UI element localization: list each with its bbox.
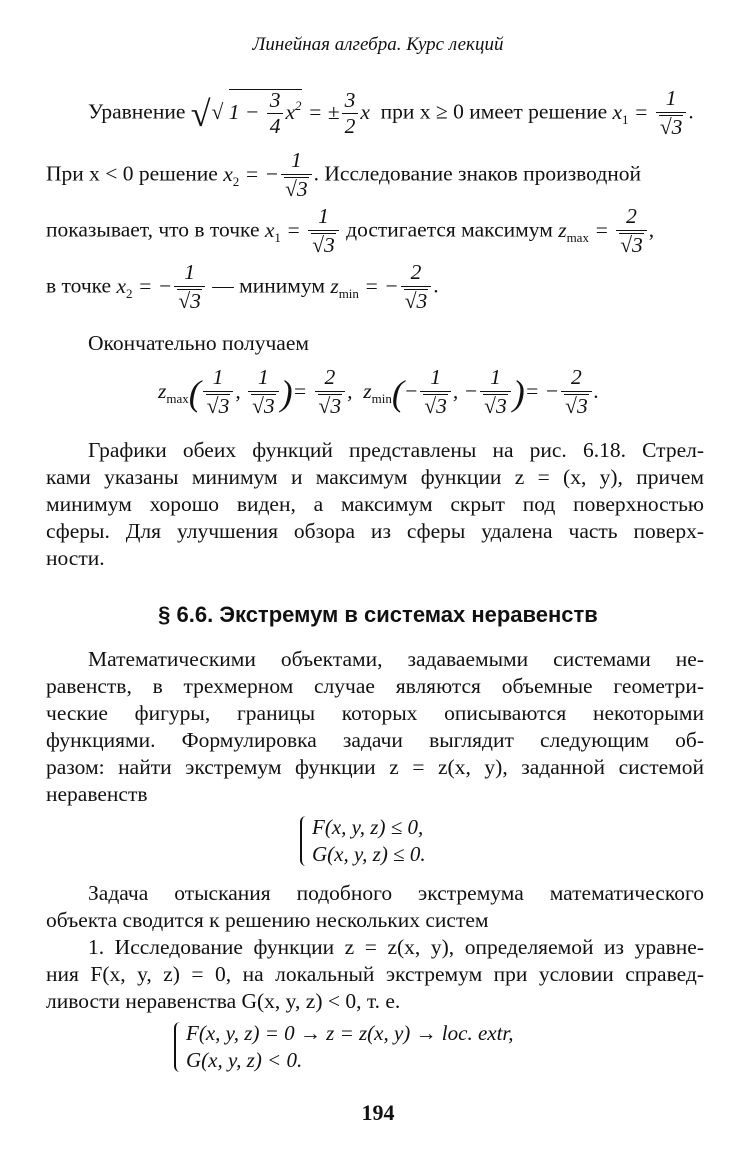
equation-line-3: показывает, что в точке $x_1$ = 1 √ 3 достигается максимум $z_{max}$ = 2 √ 3 , (46, 206, 704, 258)
equation-line-1: Уравнение √ √ 1 − $\frac{3}{4}$ $x^2$ = ± $\frac{3}{2}$ x при x ≥ 0 имеет решение $x_1$ = 1 √ 3 . (88, 88, 704, 140)
page-number: 194 (361, 1100, 395, 1125)
running-head: Линейная алгебра. Курс лекций (252, 34, 504, 55)
paragraph-2-line: разом: найти экстремум функции z = z(x, y), заданной системой (46, 755, 704, 779)
paragraph-2-line: Математическими объектами, задаваемыми системами не- (88, 647, 704, 671)
paragraph-1-line: сферы. Для улучшения обзора из сферы удалена часть поверх- (46, 519, 704, 543)
paragraph-1-line: минимум хорошо виден, а максимум скрыт под поверхностью (46, 492, 704, 516)
formula-sqrt-equation: √ √ 1 − $\frac{3}{4}$ $x^2$ = ± $\frac{3}{2}$ x (191, 100, 376, 124)
brace-icon (300, 816, 310, 866)
section-heading: § 6.6. Экстремум в системах неравенств (158, 602, 598, 627)
formula-x1: $x_1$ = 1 √ 3 (613, 100, 689, 124)
paragraph-4-line: ния F(x, y, z) = 0, на локальный экстремум при условии справед- (46, 962, 704, 986)
text-line-conclusion: Окончательно получаем (88, 331, 309, 355)
brace-icon (174, 1022, 184, 1072)
paragraph-1-line: Графики обеих функций представлены на рис. 6.18. Стрел- (88, 438, 704, 462)
formula-x2-point: $x_2$ = − 1 √ 3 (116, 274, 206, 298)
equation-line-2: При x < 0 решение $x_2$ = − 1 √ 3 . Исследование знаков производной (46, 150, 704, 202)
formula-x1-point: $x_1$ = 1 √ 3 (265, 218, 341, 242)
paragraph-2-line: неравенств (46, 782, 148, 806)
formula-extrema-display: $z_{max}$( 1 √ 3 , 1 √ 3 )= 2 √ 3 , $z_{min}(-$ 1 √ 3 , − 1 √ 3 )= − 2 √ 3 . (158, 366, 628, 424)
paragraph-3-line: объекта сводится к решению нескольких систем (46, 908, 489, 932)
formula-x2: $x_2$ = − 1 √ 3 (223, 162, 313, 186)
paragraph-2-line: ческие фигуры, границы которых описываются некоторыми (46, 701, 704, 725)
inequality-system-2: F(x, y, z) = 0 → z = z(x, y) → loc. extr, G(x, y, z) < 0. (186, 1020, 514, 1074)
paragraph-2-line: равенств, в трехмерном случае являются объемные геометри- (46, 674, 704, 698)
formula-zmin: $z_{min}$ = − 2 √ 3 (330, 274, 433, 298)
paragraph-1-line: ности. (46, 546, 105, 570)
paragraph-1-line: ками указаны минимум и максимум функции z = (x, y), причем (46, 465, 704, 489)
paragraph-3-line: Задача отыскания подобного экстремума математического (88, 881, 704, 905)
paragraph-2-line: функциями. Формулировка задачи выглядит следующим об- (46, 728, 704, 752)
formula-zmax: $z_{max}$ = 2 √ 3 (558, 218, 649, 242)
paragraph-4-line: ливости неравенства G(x, y, z) < 0, т. е. (46, 989, 401, 1013)
paragraph-4-line: 1. Исследование функции z = z(x, y), определяемой из уравне- (88, 935, 704, 959)
inequality-system-1: F(x, y, z) ≤ 0, G(x, y, z) ≤ 0. (312, 814, 426, 868)
equation-line-4: в точке $x_2$ = − 1 √ 3 — минимум $z_{min}$ = − 2 √ 3 . (46, 262, 704, 314)
